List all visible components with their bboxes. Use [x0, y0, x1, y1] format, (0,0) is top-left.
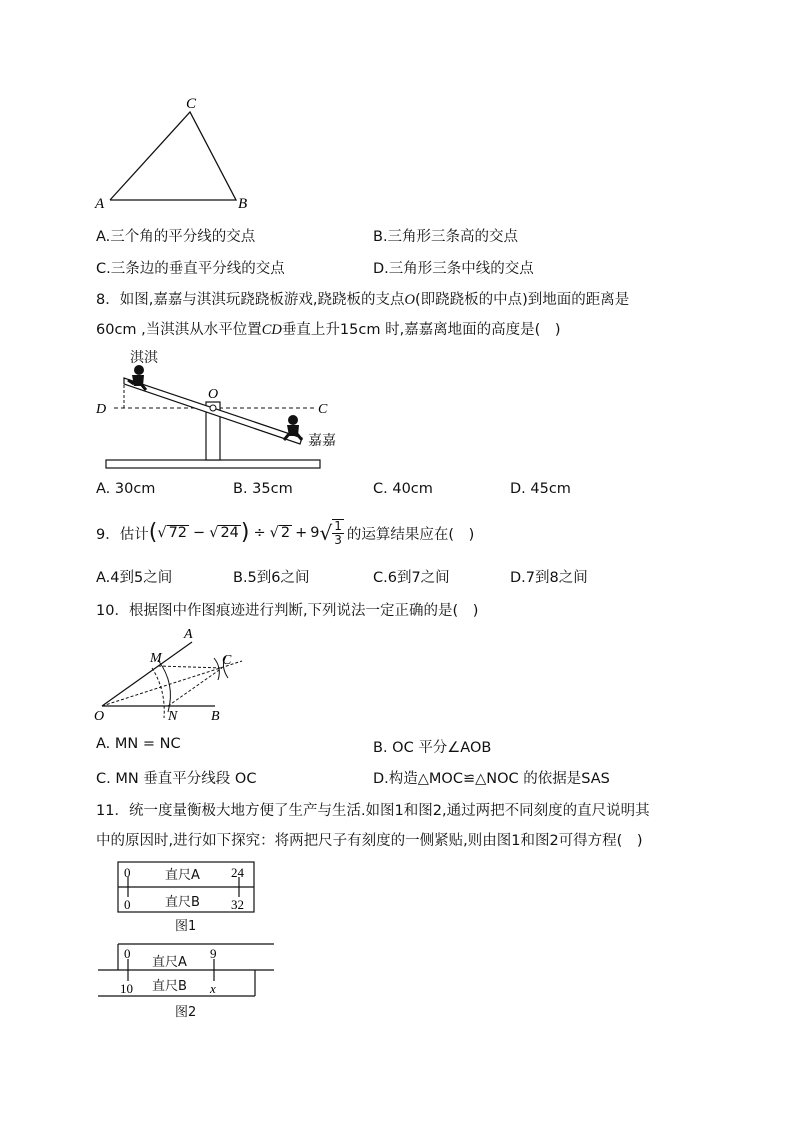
- q8-question-line2: 60cm ,当淇淇从水平位置CD垂直上升15cm 时,嘉嘉离地面的高度是( ): [96, 322, 561, 338]
- label-a: A: [184, 627, 193, 642]
- fraction: $\frac{1}{3}$: [334, 519, 342, 548]
- fig2-ruler-b-label: 直尺B: [152, 979, 187, 994]
- fig2-b-start: 10: [120, 981, 133, 996]
- bottom-person-label: 嘉嘉: [308, 433, 336, 449]
- radicand-24: 24: [220, 524, 239, 541]
- q9-option-b[interactable]: B.5到6之间: [233, 570, 310, 586]
- vertex-a-label: A: [95, 196, 105, 212]
- vertex-b-label: B: [238, 196, 248, 212]
- q10-option-a[interactable]: A. MN = NC: [96, 736, 181, 752]
- q7-option-a[interactable]: A.三个角的平分线的交点: [96, 229, 256, 245]
- q8-option-b[interactable]: B. 35cm: [233, 481, 293, 497]
- label-m: M: [150, 651, 162, 666]
- q11-question-line2: 中的原因时,进行如下探究：将两把尺子有刻度的一侧紧贴,则由图1和图2可得方程( ): [96, 833, 643, 849]
- fig2-a-start: 0: [124, 946, 131, 961]
- radicand-72: 72: [168, 524, 188, 541]
- fig1-a-start: 0: [124, 865, 131, 880]
- label-c: C: [318, 402, 328, 417]
- fig2-b-mark: x: [210, 981, 216, 996]
- q9-option-a[interactable]: A.4到5之间: [96, 570, 173, 586]
- fig1-a-end: 24: [231, 865, 244, 880]
- vertex-c-label: C: [186, 96, 197, 112]
- label-o: O: [208, 387, 219, 402]
- q7-option-b[interactable]: B.三角形三条高的交点: [373, 229, 519, 245]
- top-person-label: 淇淇: [130, 350, 158, 366]
- label-n: N: [168, 709, 178, 724]
- q9-option-d[interactable]: D.7到8之间: [510, 570, 588, 586]
- q11-question-line1: 11．统一度量衡极大地方便了生产与生活.如图1和图2,通过两把不同刻度的直尺说明其: [96, 803, 650, 819]
- fig2-a-mark: 9: [210, 946, 217, 961]
- q9-option-c[interactable]: C.6到7之间: [373, 570, 450, 586]
- fig1-b-start: 0: [124, 897, 131, 912]
- q7-option-d[interactable]: D.三角形三条中线的交点: [373, 261, 534, 277]
- q9-question: 9．估计 ( √ 72 − √ 24 ) ÷ √ 2 + 9 √ $\frac{1}{3}$ 的运算结果应在( ): [96, 519, 475, 548]
- fig2-caption: 图2: [175, 1005, 197, 1020]
- radicand-2: 2: [280, 524, 291, 541]
- q10-option-c[interactable]: C. MN 垂直平分线段 OC: [96, 771, 257, 787]
- q8-option-d[interactable]: D. 45cm: [510, 481, 571, 497]
- label-c: C: [222, 653, 232, 668]
- fig1-ruler-b-label: 直尺B: [165, 895, 200, 910]
- label-b: B: [211, 709, 220, 724]
- coefficient: 9: [310, 525, 320, 542]
- q8-option-a[interactable]: A. 30cm: [96, 481, 156, 497]
- q7-option-c[interactable]: C.三条边的垂直平分线的交点: [96, 261, 285, 277]
- label-d: D: [96, 402, 107, 417]
- fig2-ruler-a-label: 直尺A: [152, 955, 187, 970]
- fig1-ruler-a-label: 直尺A: [165, 868, 200, 883]
- q10-option-d[interactable]: D.构造△MOC≌△NOC 的依据是SAS: [373, 771, 610, 787]
- fig1-caption: 图1: [175, 919, 197, 934]
- q8-question-line1: 8．如图,嘉嘉与淇淇玩跷跷板游戏,跷跷板的支点O(即跷跷板的中点)到地面的距离是: [96, 292, 630, 308]
- q8-option-c[interactable]: C. 40cm: [373, 481, 433, 497]
- q10-question: 10．根据图中作图痕迹进行判断,下列说法一定正确的是( ): [96, 603, 479, 619]
- q10-option-b[interactable]: B. OC 平分∠AOB: [373, 740, 492, 756]
- fig1-b-end: 32: [231, 897, 244, 912]
- label-o: O: [94, 709, 105, 724]
